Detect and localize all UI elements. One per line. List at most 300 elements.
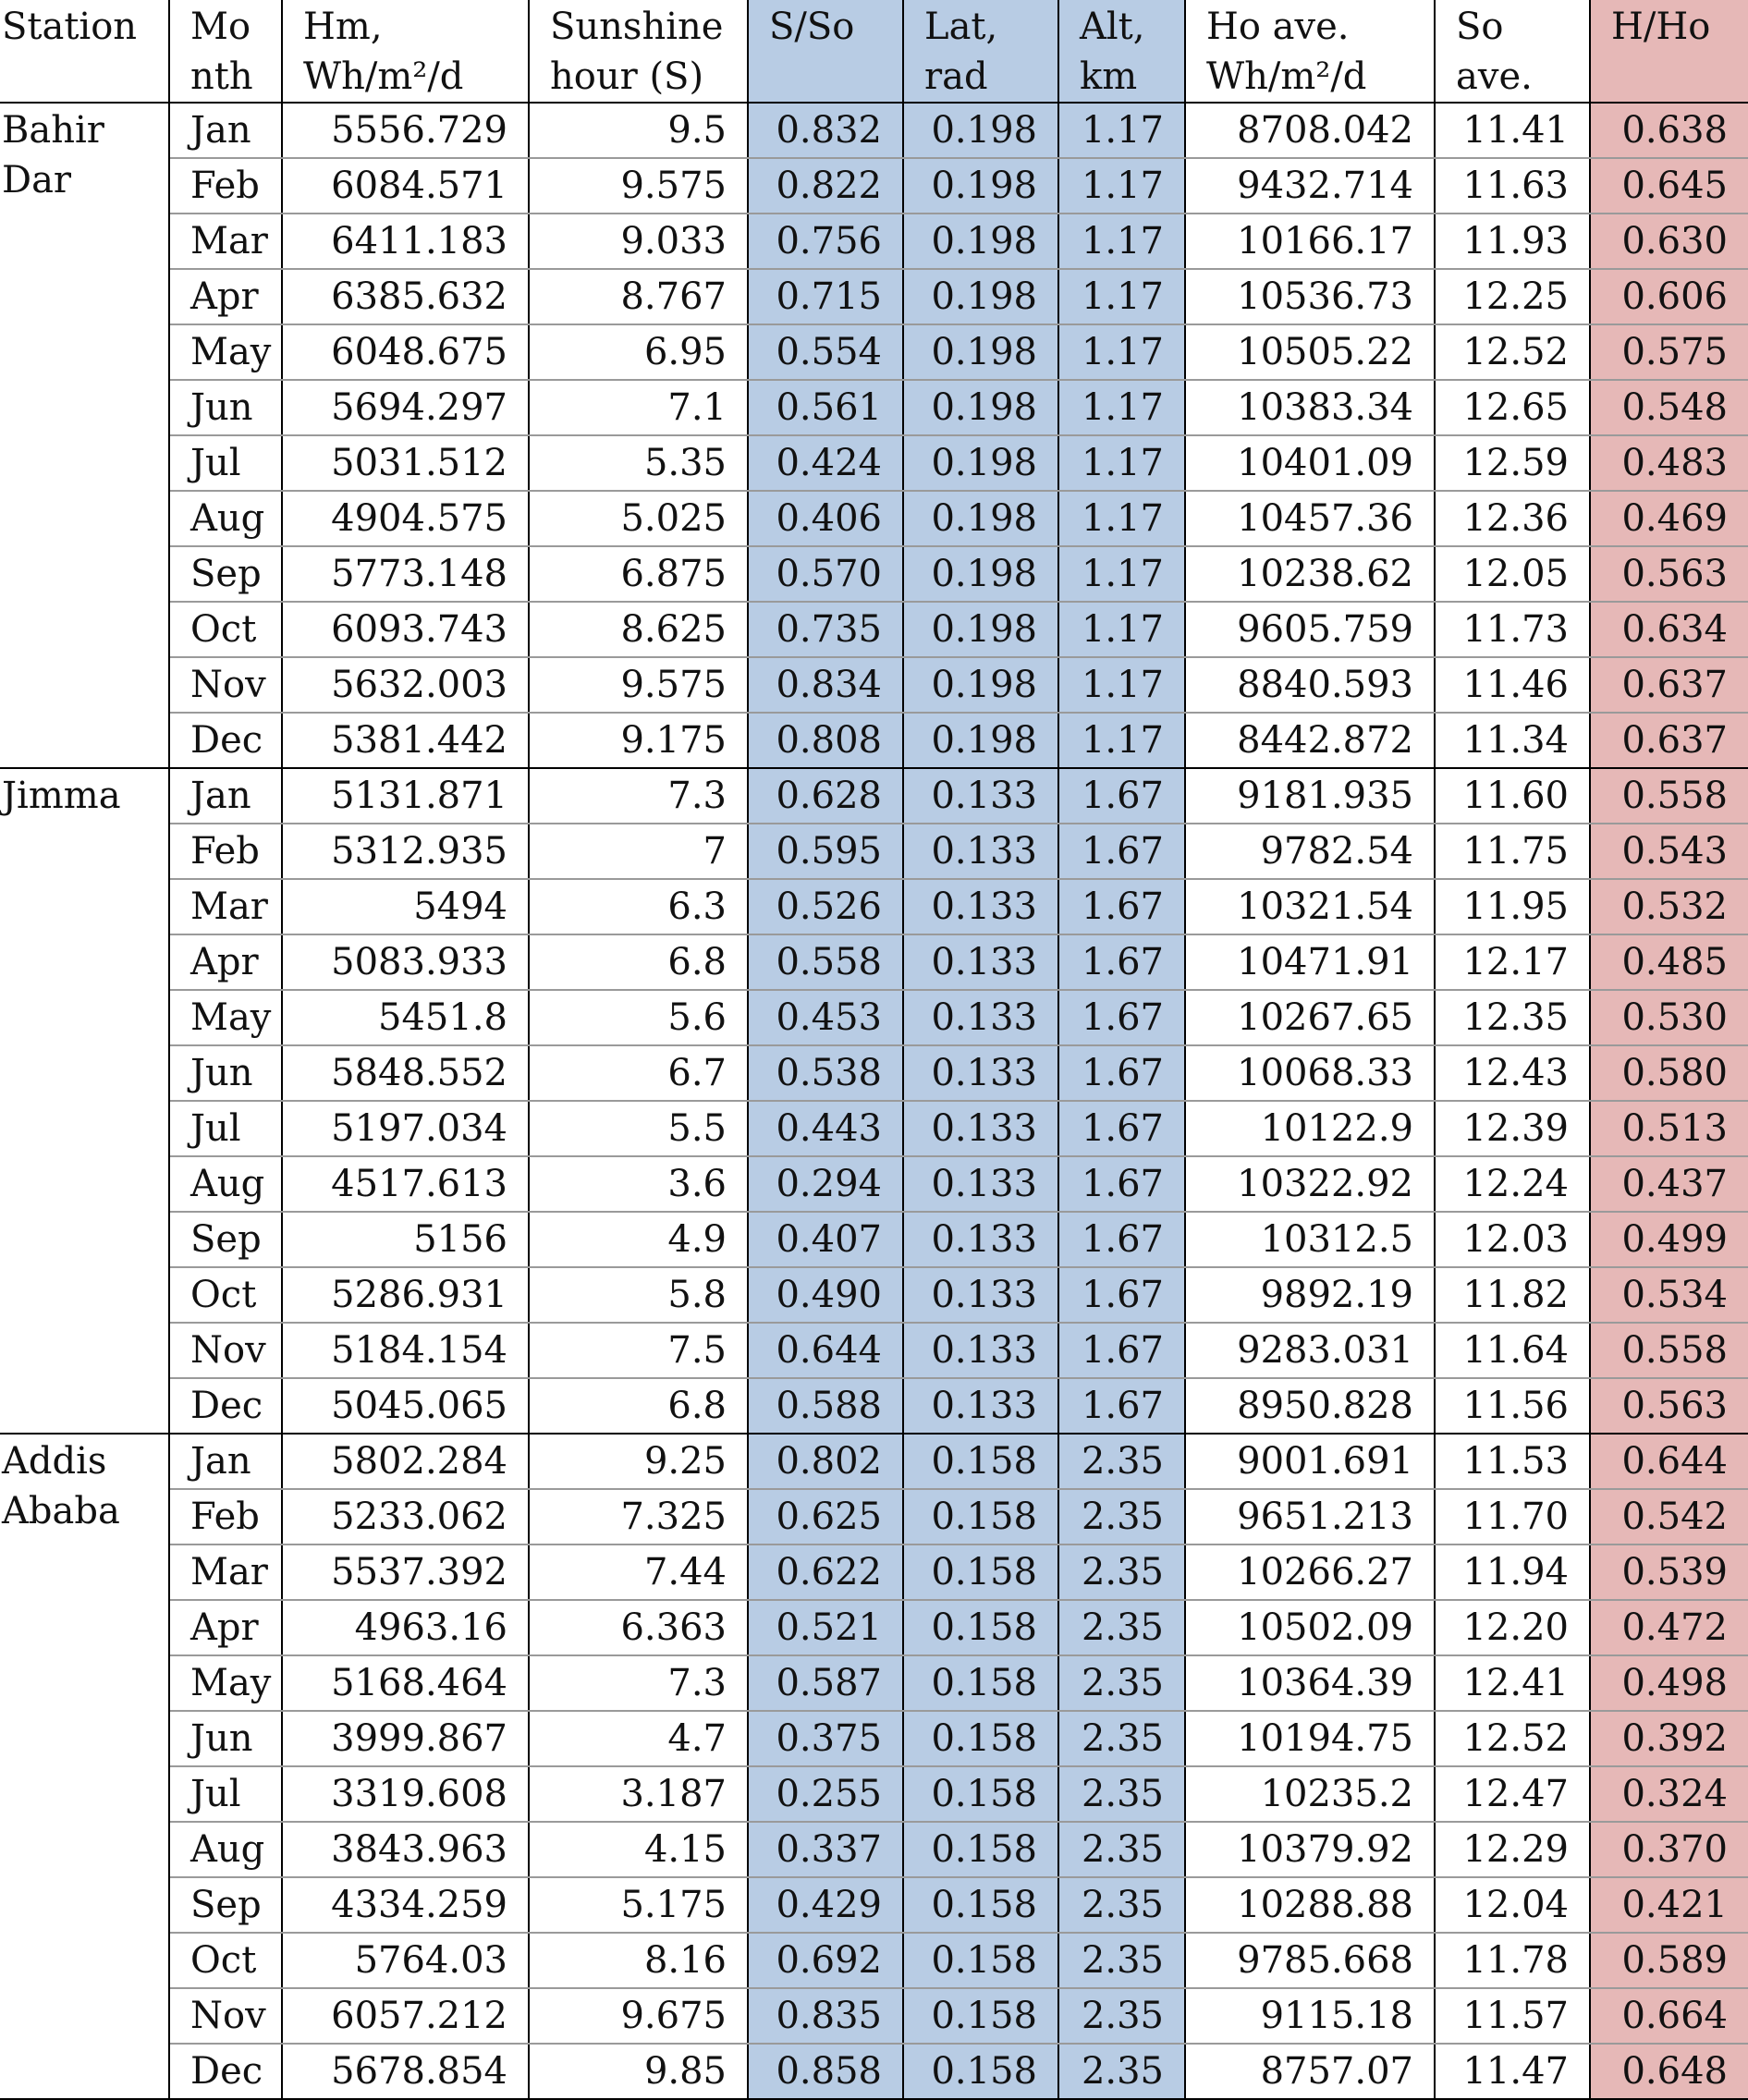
lat-cell: 0.198 [903,657,1058,713]
alt-cell: 1.67 [1058,879,1185,934]
sunshine-cell: 6.95 [529,324,748,380]
alt-cell: 1.17 [1058,546,1185,602]
ho-cell: 10312.5 [1185,1212,1435,1267]
table-row [0,1212,1748,1267]
alt-cell: 1.67 [1058,1267,1185,1323]
h-ho-cell: 0.498 [1590,1655,1748,1711]
sunshine-cell: 7 [529,824,748,879]
s-so-cell: 0.625 [748,1489,903,1544]
month-cell: Jul [169,435,282,491]
sunshine-cell: 5.175 [529,1877,748,1933]
month-cell: Feb [169,158,282,214]
lat-cell: 0.198 [903,158,1058,214]
alt-cell: 1.17 [1058,713,1185,768]
ho-cell: 9283.031 [1185,1323,1435,1378]
h-ho-cell: 0.563 [1590,1378,1748,1434]
ho-cell: 10364.39 [1185,1655,1435,1711]
s-so-cell: 0.490 [748,1267,903,1323]
table-row [0,1933,1748,1988]
ho-cell: 10266.27 [1185,1544,1435,1600]
table-row [0,1156,1748,1212]
sunshine-cell: 4.7 [529,1711,748,1766]
so-cell: 11.95 [1435,879,1590,934]
s-so-cell: 0.588 [748,1378,903,1434]
hm-cell: 5083.933 [282,934,529,990]
alt-cell: 1.67 [1058,768,1185,824]
ho-cell: 10471.91 [1185,934,1435,990]
hm-cell: 5764.03 [282,1933,529,1988]
so-cell: 12.65 [1435,380,1590,435]
header-month: Mo nth [169,0,282,103]
station-cell: Addis Ababa [0,1434,169,2099]
table-row [0,1434,1748,1489]
s-so-cell: 0.802 [748,1434,903,1489]
ho-cell: 9651.213 [1185,1489,1435,1544]
h-ho-cell: 0.472 [1590,1600,1748,1655]
h-ho-cell: 0.644 [1590,1434,1748,1489]
s-so-cell: 0.424 [748,435,903,491]
ho-cell: 9432.714 [1185,158,1435,214]
table-row [0,546,1748,602]
hm-cell: 4517.613 [282,1156,529,1212]
sunshine-cell: 7.3 [529,1655,748,1711]
so-cell: 12.04 [1435,1877,1590,1933]
s-so-cell: 0.735 [748,602,903,657]
sunshine-cell: 8.625 [529,602,748,657]
s-so-cell: 0.407 [748,1212,903,1267]
header-lat: Lat, rad [903,0,1058,103]
hm-cell: 4904.575 [282,491,529,546]
hm-cell: 5381.442 [282,713,529,768]
lat-cell: 0.133 [903,879,1058,934]
h-ho-cell: 0.421 [1590,1877,1748,1933]
ho-cell: 10235.2 [1185,1766,1435,1822]
ho-cell: 10322.92 [1185,1156,1435,1212]
table-row [0,1988,1748,2044]
alt-cell: 1.67 [1058,1323,1185,1378]
hm-cell: 6093.743 [282,602,529,657]
alt-cell: 2.35 [1058,1988,1185,2044]
alt-cell: 1.17 [1058,602,1185,657]
ho-cell: 10379.92 [1185,1822,1435,1877]
header-s-so: S/So [748,0,903,103]
sunshine-cell: 9.675 [529,1988,748,2044]
month-cell: Oct [169,602,282,657]
month-cell: Dec [169,713,282,768]
ho-cell: 10401.09 [1185,435,1435,491]
month-cell: Nov [169,657,282,713]
table-row [0,713,1748,768]
sunshine-cell: 9.5 [529,103,748,158]
lat-cell: 0.158 [903,1655,1058,1711]
h-ho-cell: 0.589 [1590,1933,1748,1988]
alt-cell: 1.67 [1058,1378,1185,1434]
table-header [0,0,1748,103]
lat-cell: 0.133 [903,1156,1058,1212]
h-ho-cell: 0.558 [1590,768,1748,824]
so-cell: 11.70 [1435,1489,1590,1544]
sunshine-cell: 9.175 [529,713,748,768]
h-ho-cell: 0.469 [1590,491,1748,546]
ho-cell: 10068.33 [1185,1045,1435,1101]
alt-cell: 2.35 [1058,1822,1185,1877]
table-row [0,103,1748,158]
table-row [0,1600,1748,1655]
s-so-cell: 0.622 [748,1544,903,1600]
alt-cell: 1.67 [1058,1156,1185,1212]
month-cell: Feb [169,824,282,879]
ho-cell: 10122.9 [1185,1101,1435,1156]
so-cell: 12.41 [1435,1655,1590,1711]
h-ho-cell: 0.370 [1590,1822,1748,1877]
header-sunshine: Sunshine hour (S) [529,0,748,103]
month-cell: Jan [169,103,282,158]
s-so-cell: 0.453 [748,990,903,1045]
s-so-cell: 0.595 [748,824,903,879]
station-cell: Bahir Dar [0,103,169,768]
so-cell: 11.73 [1435,602,1590,657]
sunshine-cell: 9.575 [529,657,748,713]
lat-cell: 0.133 [903,1045,1058,1101]
sunshine-cell: 7.5 [529,1323,748,1378]
so-cell: 11.34 [1435,713,1590,768]
hm-cell: 5184.154 [282,1323,529,1378]
h-ho-cell: 0.634 [1590,602,1748,657]
table-row [0,2044,1748,2099]
table-row [0,1766,1748,1822]
so-cell: 12.36 [1435,491,1590,546]
s-so-cell: 0.294 [748,1156,903,1212]
lat-cell: 0.158 [903,1711,1058,1766]
table-row [0,158,1748,214]
month-cell: Apr [169,934,282,990]
ho-cell: 10536.73 [1185,269,1435,324]
hm-cell: 6057.212 [282,1988,529,2044]
month-cell: Aug [169,1156,282,1212]
so-cell: 12.52 [1435,1711,1590,1766]
table-row [0,324,1748,380]
s-so-cell: 0.808 [748,713,903,768]
s-so-cell: 0.337 [748,1822,903,1877]
hm-cell: 6411.183 [282,214,529,269]
header-row [0,0,1748,103]
sunshine-cell: 6.8 [529,1378,748,1434]
hm-cell: 5773.148 [282,546,529,602]
hm-cell: 4334.259 [282,1877,529,1933]
lat-cell: 0.133 [903,1323,1058,1378]
h-ho-cell: 0.563 [1590,546,1748,602]
alt-cell: 2.35 [1058,1600,1185,1655]
hm-cell: 5678.854 [282,2044,529,2099]
lat-cell: 0.198 [903,324,1058,380]
s-so-cell: 0.832 [748,103,903,158]
hm-cell: 6084.571 [282,158,529,214]
month-cell: May [169,1655,282,1711]
s-so-cell: 0.644 [748,1323,903,1378]
so-cell: 12.52 [1435,324,1590,380]
lat-cell: 0.158 [903,1933,1058,1988]
lat-cell: 0.158 [903,1988,1058,2044]
hm-cell: 5156 [282,1212,529,1267]
header-ho: Ho ave. Wh/m²/d [1185,0,1435,103]
hm-cell: 6048.675 [282,324,529,380]
ho-cell: 10321.54 [1185,879,1435,934]
so-cell: 11.53 [1435,1434,1590,1489]
table-row [0,491,1748,546]
so-cell: 11.75 [1435,824,1590,879]
header-station: Station [0,0,169,103]
table-row [0,879,1748,934]
month-cell: Dec [169,1378,282,1434]
h-ho-cell: 0.606 [1590,269,1748,324]
h-ho-cell: 0.630 [1590,214,1748,269]
lat-cell: 0.158 [903,1544,1058,1600]
hm-cell: 3319.608 [282,1766,529,1822]
ho-cell: 8950.828 [1185,1378,1435,1434]
ho-cell: 8442.872 [1185,713,1435,768]
hm-cell: 5197.034 [282,1101,529,1156]
month-cell: Mar [169,879,282,934]
lat-cell: 0.133 [903,1212,1058,1267]
s-so-cell: 0.538 [748,1045,903,1101]
h-ho-cell: 0.530 [1590,990,1748,1045]
lat-cell: 0.158 [903,2044,1058,2099]
s-so-cell: 0.858 [748,2044,903,2099]
so-cell: 12.25 [1435,269,1590,324]
month-cell: May [169,324,282,380]
s-so-cell: 0.521 [748,1600,903,1655]
sunshine-cell: 4.15 [529,1822,748,1877]
alt-cell: 1.17 [1058,214,1185,269]
alt-cell: 1.17 [1058,324,1185,380]
ho-cell: 9181.935 [1185,768,1435,824]
ho-cell: 10502.09 [1185,1600,1435,1655]
ho-cell: 8840.593 [1185,657,1435,713]
alt-cell: 2.35 [1058,1544,1185,1600]
hm-cell: 5451.8 [282,990,529,1045]
sunshine-cell: 5.5 [529,1101,748,1156]
so-cell: 12.05 [1435,546,1590,602]
s-so-cell: 0.692 [748,1933,903,1988]
so-cell: 11.56 [1435,1378,1590,1434]
ho-cell: 9605.759 [1185,602,1435,657]
alt-cell: 2.35 [1058,1933,1185,1988]
hm-cell: 3999.867 [282,1711,529,1766]
so-cell: 11.94 [1435,1544,1590,1600]
table-row [0,380,1748,435]
month-cell: Sep [169,1212,282,1267]
h-ho-cell: 0.392 [1590,1711,1748,1766]
alt-cell: 2.35 [1058,1711,1185,1766]
table-row [0,1267,1748,1323]
table-row [0,214,1748,269]
so-cell: 12.29 [1435,1822,1590,1877]
so-cell: 11.78 [1435,1933,1590,1988]
month-cell: Nov [169,1323,282,1378]
lat-cell: 0.133 [903,1267,1058,1323]
table-row [0,1101,1748,1156]
so-cell: 11.82 [1435,1267,1590,1323]
ho-cell: 9785.668 [1185,1933,1435,1988]
so-cell: 12.39 [1435,1101,1590,1156]
alt-cell: 1.17 [1058,103,1185,158]
alt-cell: 1.17 [1058,435,1185,491]
month-cell: Jul [169,1766,282,1822]
hm-cell: 5045.065 [282,1378,529,1434]
s-so-cell: 0.558 [748,934,903,990]
month-cell: May [169,990,282,1045]
so-cell: 12.20 [1435,1600,1590,1655]
lat-cell: 0.133 [903,1101,1058,1156]
alt-cell: 2.35 [1058,1877,1185,1933]
sunshine-cell: 6.875 [529,546,748,602]
hm-cell: 5031.512 [282,435,529,491]
lat-cell: 0.133 [903,934,1058,990]
so-cell: 12.43 [1435,1045,1590,1101]
sunshine-cell: 9.033 [529,214,748,269]
alt-cell: 1.17 [1058,657,1185,713]
s-so-cell: 0.429 [748,1877,903,1933]
month-cell: Nov [169,1988,282,2044]
lat-cell: 0.198 [903,491,1058,546]
month-cell: Jun [169,1711,282,1766]
table-row [0,1877,1748,1933]
h-ho-cell: 0.645 [1590,158,1748,214]
sunshine-cell: 5.35 [529,435,748,491]
ho-cell: 9892.19 [1185,1267,1435,1323]
month-cell: Feb [169,1489,282,1544]
h-ho-cell: 0.637 [1590,657,1748,713]
table-body [0,103,1748,2099]
h-ho-cell: 0.664 [1590,1988,1748,2044]
ho-cell: 10267.65 [1185,990,1435,1045]
alt-cell: 2.35 [1058,2044,1185,2099]
alt-cell: 2.35 [1058,1766,1185,1822]
s-so-cell: 0.715 [748,269,903,324]
ho-cell: 8708.042 [1185,103,1435,158]
h-ho-cell: 0.580 [1590,1045,1748,1101]
h-ho-cell: 0.638 [1590,103,1748,158]
h-ho-cell: 0.637 [1590,713,1748,768]
sunshine-cell: 3.187 [529,1766,748,1822]
lat-cell: 0.133 [903,990,1058,1045]
table-row [0,1323,1748,1378]
so-cell: 11.93 [1435,214,1590,269]
sunshine-cell: 5.6 [529,990,748,1045]
s-so-cell: 0.554 [748,324,903,380]
sunshine-cell: 5.025 [529,491,748,546]
ho-cell: 10194.75 [1185,1711,1435,1766]
alt-cell: 1.67 [1058,1212,1185,1267]
h-ho-cell: 0.558 [1590,1323,1748,1378]
sunshine-cell: 6.7 [529,1045,748,1101]
month-cell: Aug [169,1822,282,1877]
so-cell: 12.24 [1435,1156,1590,1212]
s-so-cell: 0.756 [748,214,903,269]
table-row [0,602,1748,657]
table-row [0,1822,1748,1877]
lat-cell: 0.158 [903,1822,1058,1877]
s-so-cell: 0.587 [748,1655,903,1711]
alt-cell: 1.17 [1058,269,1185,324]
table-row [0,1489,1748,1544]
header-h-ho: H/Ho [1590,0,1748,103]
month-cell: Sep [169,546,282,602]
sunshine-cell: 8.16 [529,1933,748,1988]
sunshine-cell: 9.85 [529,2044,748,2099]
s-so-cell: 0.834 [748,657,903,713]
sunshine-cell: 7.1 [529,380,748,435]
sunshine-cell: 6.8 [529,934,748,990]
ho-cell: 10288.88 [1185,1877,1435,1933]
month-cell: Aug [169,491,282,546]
month-cell: Mar [169,214,282,269]
h-ho-cell: 0.648 [1590,2044,1748,2099]
h-ho-cell: 0.499 [1590,1212,1748,1267]
alt-cell: 1.17 [1058,158,1185,214]
alt-cell: 1.67 [1058,1101,1185,1156]
hm-cell: 5168.464 [282,1655,529,1711]
so-cell: 12.17 [1435,934,1590,990]
sunshine-cell: 4.9 [529,1212,748,1267]
h-ho-cell: 0.513 [1590,1101,1748,1156]
hm-cell: 5537.392 [282,1544,529,1600]
table-row [0,1378,1748,1434]
lat-cell: 0.133 [903,824,1058,879]
so-cell: 11.63 [1435,158,1590,214]
header-alt: Alt, km [1058,0,1185,103]
month-cell: Oct [169,1267,282,1323]
month-cell: Apr [169,269,282,324]
month-cell: Jun [169,380,282,435]
month-cell: Apr [169,1600,282,1655]
s-so-cell: 0.375 [748,1711,903,1766]
table-row [0,657,1748,713]
ho-cell: 10166.17 [1185,214,1435,269]
table-row [0,435,1748,491]
lat-cell: 0.158 [903,1489,1058,1544]
lat-cell: 0.158 [903,1600,1058,1655]
h-ho-cell: 0.539 [1590,1544,1748,1600]
sunshine-cell: 5.8 [529,1267,748,1323]
s-so-cell: 0.255 [748,1766,903,1822]
alt-cell: 1.67 [1058,990,1185,1045]
s-so-cell: 0.628 [748,768,903,824]
lat-cell: 0.198 [903,103,1058,158]
sunshine-cell: 7.325 [529,1489,748,1544]
h-ho-cell: 0.324 [1590,1766,1748,1822]
header-hm: Hm, Wh/m²/d [282,0,529,103]
sunshine-cell: 9.575 [529,158,748,214]
h-ho-cell: 0.575 [1590,324,1748,380]
so-cell: 11.64 [1435,1323,1590,1378]
lat-cell: 0.133 [903,1378,1058,1434]
alt-cell: 2.35 [1058,1434,1185,1489]
alt-cell: 1.67 [1058,824,1185,879]
so-cell: 11.41 [1435,103,1590,158]
alt-cell: 1.67 [1058,934,1185,990]
lat-cell: 0.198 [903,602,1058,657]
month-cell: Sep [169,1877,282,1933]
alt-cell: 1.17 [1058,380,1185,435]
header-so: So ave. [1435,0,1590,103]
so-cell: 11.47 [1435,2044,1590,2099]
ho-cell: 10383.34 [1185,380,1435,435]
lat-cell: 0.158 [903,1766,1058,1822]
sunshine-cell: 7.44 [529,1544,748,1600]
hm-cell: 5632.003 [282,657,529,713]
hm-cell: 3843.963 [282,1822,529,1877]
